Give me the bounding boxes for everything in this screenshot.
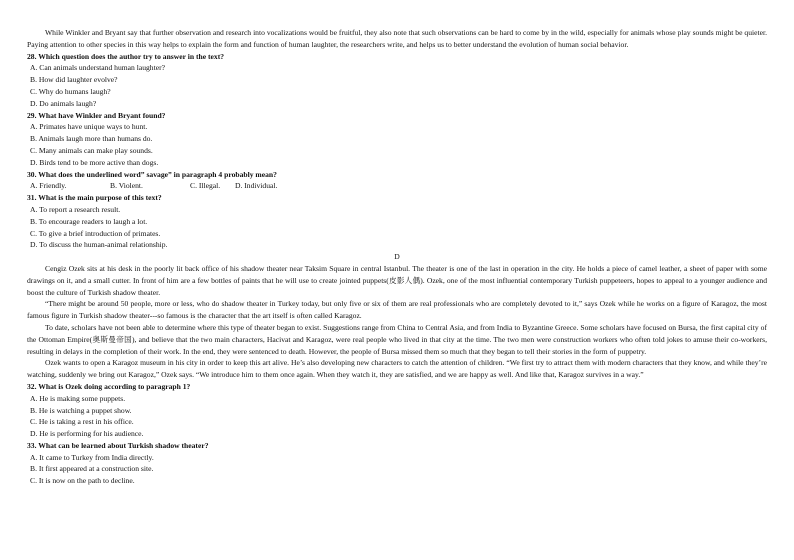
option-d: D. He is performing for his audience. bbox=[30, 429, 144, 439]
option-c: C. He is taking a rest in his office. bbox=[30, 417, 134, 427]
option-a: A. Primates have unique ways to hunt. bbox=[30, 122, 148, 132]
intro-paragraph: While Winkler and Bryant say that further observation and research into vocalizations would be fruitful, they also note that such observations can be hard to come by in the wild, especially for animals whose play sounds might be quieter. Paying attention to other species in this way helps to explain the form and function of human laughter, the researchers write, and helps us to better understand the evolution of human social behavior. bbox=[27, 28, 767, 49]
question-stem: 28. Which question does the author try to answer in the text? bbox=[27, 51, 225, 61]
option-a: A. Friendly. bbox=[30, 181, 67, 191]
options-row bbox=[27, 180, 767, 192]
option-c: C. Why do humans laugh? bbox=[30, 86, 111, 96]
option-b: B. He is watching a puppet show. bbox=[30, 405, 132, 415]
option-c: C. Illegal. bbox=[190, 181, 221, 191]
option-d: D. Birds tend to be more active than dogs. bbox=[30, 157, 159, 167]
passage-paragraph-4: Ozek wants to open a Karagoz museum in his city in order to keep this art alive. He’s also developing new characters to catch the attention of children. “We first try to attract them with modern characters that they know, and while they’re watching, suddenly we bring out Karagoz,” Ozek says. “We introduce him to them once again. When they watch it, they are satisfied, and we are happy as well. And like that, Karagoz survives in a way.” bbox=[27, 358, 767, 380]
question-32 bbox=[27, 381, 767, 440]
question-33 bbox=[27, 440, 767, 487]
option-d: D. Do animals laugh? bbox=[30, 98, 97, 108]
question-stem: 30. What does the underlined word” savage” in paragraph 4 probably mean? bbox=[27, 169, 277, 179]
option-a: A. To report a research result. bbox=[30, 204, 121, 214]
option-a: A. It came to Turkey from India directly. bbox=[30, 452, 154, 462]
section-heading: D bbox=[394, 252, 400, 262]
passage-paragraph-1: Cengiz Ozek sits at his desk in the poorly lit back office of his shadow theater near Taksim Square in central Istanbul. The theater is one of the last in operation in the city. He holds a piece of camel leather, a sheet of paper with some drawings on it, and a small cutter. In front of him are a few bottles of paints that he will use to create jointed puppets(皮影人偶). Ozek, one of the most influential contemporary Turkish puppeteers, hopes to appeal to a younger audience and boost the culture of Turkish shadow theater. bbox=[27, 263, 767, 297]
option-d: D. Individual. bbox=[235, 181, 278, 191]
question-29 bbox=[27, 110, 767, 169]
option-b: B. Animals laugh more than humans do. bbox=[30, 134, 153, 144]
question-31 bbox=[27, 192, 767, 251]
option-a: A. He is making some puppets. bbox=[30, 393, 126, 403]
question-stem: 31. What is the main purpose of this text? bbox=[27, 193, 162, 203]
option-c: C. To give a brief introduction of primates. bbox=[30, 228, 161, 238]
option-b: B. Violent. bbox=[110, 181, 143, 191]
question-28 bbox=[27, 51, 767, 110]
option-c: C. It is now on the path to decline. bbox=[30, 476, 135, 486]
option-a: A. Can animals understand human laughter? bbox=[30, 63, 165, 73]
option-c: C. Many animals can make play sounds. bbox=[30, 145, 153, 155]
question-stem: 33. What can be learned about Turkish shadow theater? bbox=[27, 440, 209, 450]
option-b: B. It first appeared at a construction site. bbox=[30, 464, 154, 474]
passage-paragraph-2: “There might be around 50 people, more or less, who do shadow theater in Turkey today, but only five or six of them are real professionals who are completely devoted to it,” says Ozek while he works on a figure of Karagoz, the most famous figure in Turkish shadow theater---so famous is the character that the art itself is often called Karagoz. bbox=[27, 299, 767, 321]
option-d: D. To discuss the human-animal relationship. bbox=[30, 240, 168, 250]
question-stem: 29. What have Winkler and Bryant found? bbox=[27, 110, 166, 120]
option-b: B. To encourage readers to laugh a lot. bbox=[30, 216, 148, 226]
question-stem: 32. What is Ozek doing according to paragraph 1? bbox=[27, 381, 191, 391]
question-30 bbox=[27, 169, 767, 193]
option-b: B. How did laughter evolve? bbox=[30, 75, 118, 85]
passage-paragraph-3: To date, scholars have not been able to determine where this type of theater began to exist. Suggestions range from China to Central Asia, and from India to Byzantine Greece. Some scholars have focused on Bursa, the first capital city of the Ottoman Empire(奥斯曼帝国), and believe that the two main characters, Hacivat and Karagoz, were real people who lived in that city at the time. The two men were construction workers who often told jokes to amuse their co-workers, resulting in delays in the completion of their work. In the end, they were sentenced to death. However, the people of Bursa missed them so much that they began to tell their stories in the form of puppetry. bbox=[27, 322, 767, 356]
